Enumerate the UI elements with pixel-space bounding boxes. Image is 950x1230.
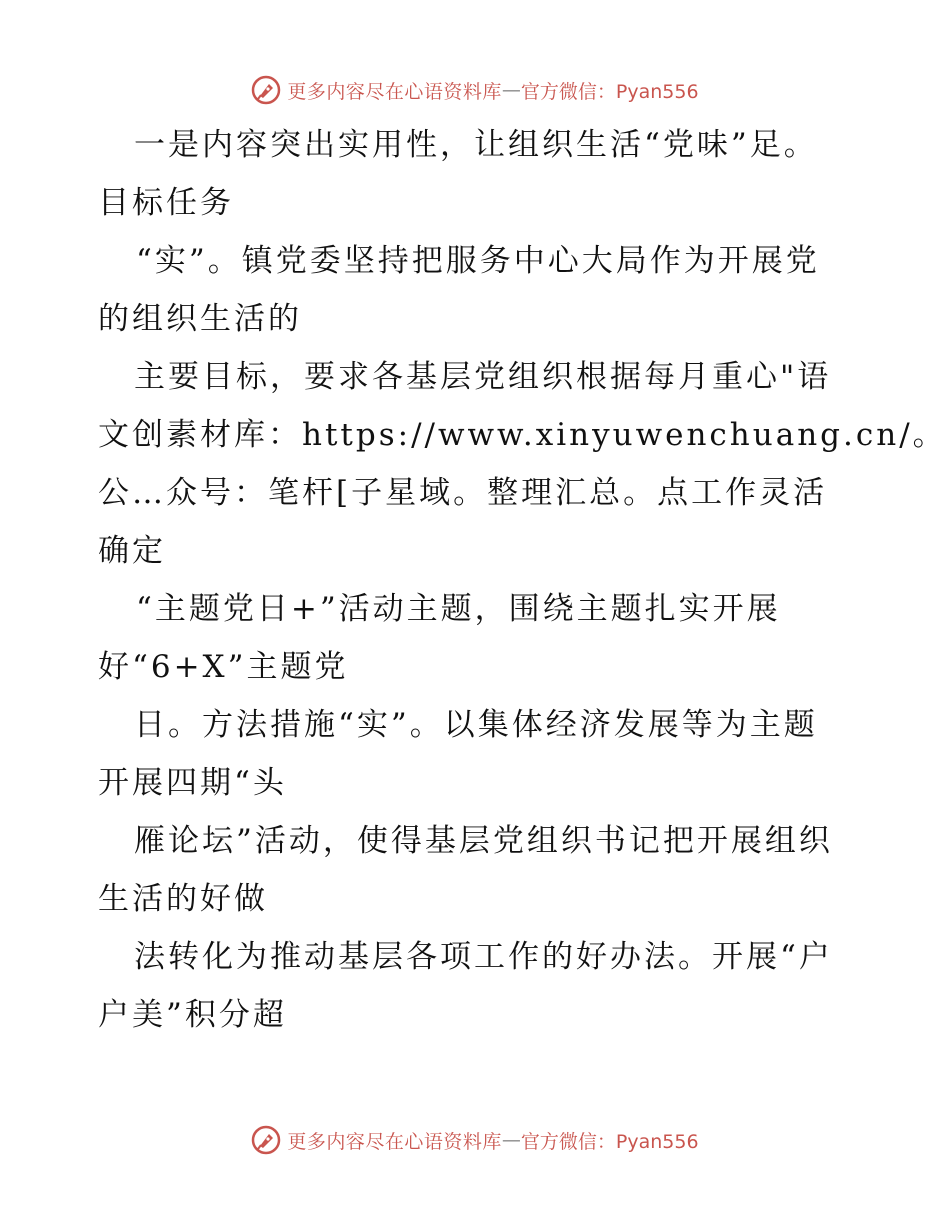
paragraph-line: 日。方法措施“实”。以集体经济发展等为主题: [134, 707, 818, 743]
watermark-contact: 官方微信：Pyan556: [520, 1130, 699, 1153]
pen-nib-logo-icon: [251, 75, 281, 105]
paragraph-line: 生活的好做: [98, 881, 268, 917]
watermark-separator: —: [501, 79, 521, 101]
paragraph-line: “主题党日+”活动主题，围绕主题扎实开展: [136, 591, 781, 627]
paragraph-line: 户美”积分超: [98, 997, 287, 1033]
paragraph-line: 法转化为推动基层各项工作的好办法。开展“户: [134, 939, 833, 975]
watermark-text: 更多内容尽在心语资料库: [287, 80, 502, 103]
pen-nib-logo-icon: [251, 1125, 281, 1155]
watermark-separator: —: [501, 1129, 521, 1151]
paragraph-line: 目标任务: [98, 185, 234, 221]
paragraph-line: 公…众号：笔杆[子星域。整理汇总。点工作灵活: [98, 475, 828, 511]
watermark-contact: 官方微信：Pyan556: [520, 80, 699, 103]
paragraph-line: 一是内容突出实用性，让组织生活“党味”足。: [134, 127, 818, 163]
paragraph-line: 雁论坛”活动，使得基层党组织书记把开展组织: [134, 823, 833, 859]
paragraph-line: 的组织生活的: [98, 301, 302, 337]
paragraph-line: 好“6+X”主题党: [98, 649, 349, 685]
paragraph-line: 文创素材库：https://www.xinyuwenchuang.cn/。: [98, 417, 947, 453]
footer-watermark: [0, 1122, 950, 1158]
header-watermark: [0, 72, 950, 108]
paragraph-line: “实”。镇党委坚持把服务中心大局作为开展党: [136, 243, 820, 279]
paragraph-line: 开展四期“头: [98, 765, 287, 801]
document-body: [98, 116, 947, 1044]
paragraph-line: 确定: [98, 533, 166, 569]
watermark-text: 更多内容尽在心语资料库: [287, 1130, 502, 1153]
paragraph-line: 主要目标，要求各基层党组织根据每月重心"语: [134, 359, 832, 395]
